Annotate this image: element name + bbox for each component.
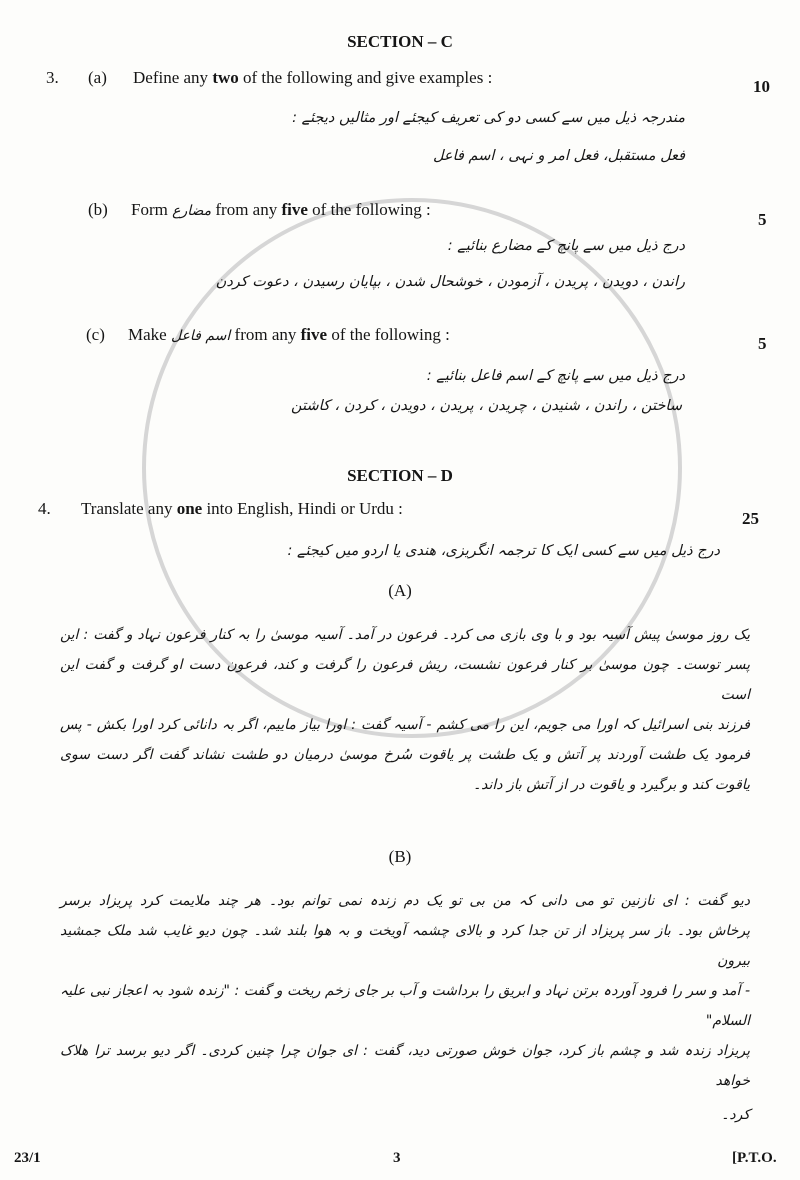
question-3c-text (128, 325, 450, 345)
marks: 5 (758, 210, 767, 229)
text: Form (131, 200, 173, 219)
passage-a-line: پسر توست۔ چون موسیٰ بر کنار فرعون نشست، ریش فرعون را گرفت و کند، فرعون دست او گرفت و گفت این است (60, 657, 750, 703)
passage-a-line: یک روز موسیٰ پیش آسیہ بود و با وی بازی می کرد۔ فرعون در آمد۔ آسیہ موسیٰ را بہ کنار فرعون نہاد و گفت : این (60, 627, 750, 643)
text: from any (230, 325, 301, 344)
urdu-items: ساختن ، راندن ، شنیدن ، چریدن ، پریدن ، دویدن ، کردن ، کاشتن (291, 398, 682, 414)
urdu-term: مضارع (172, 203, 212, 219)
question-number: 4. (38, 499, 51, 518)
text: Make (128, 325, 171, 344)
question-4-row (0, 498, 800, 539)
passage-a-line: فرمود یک طشت آوردند پر آتش و یک طشت پر یاقوت سُرخ موسیٰ درمیان دو طشت نشاند گفت اگر دست سوی (60, 747, 750, 763)
part-label: (b) (88, 200, 108, 219)
passage-a-line: فرزند بنی اسرائیل کہ اورا می جویم، این را می کشم - آسیہ گفت : اورا بیاز ماییم، اگر بہ دانائی کرد اورا بکش - پس (60, 717, 750, 733)
passage-b-line: دیو گفت : ای نازنین تو می دانی کہ من بی تو یک دم زندہ نمی توانم بود۔ ھر چند ملایمت کرد پریزاد برسر (60, 893, 750, 909)
emphasis: two (212, 68, 239, 87)
page-footer (0, 1150, 800, 1180)
urdu-instruction: درج ذیل میں سے کسی ایک کا ترجمہ انگریزی، ھندی یا اردو میں کیجئے : (287, 543, 720, 559)
urdu-items: فعل مستقبل، فعل امر و نہی ، اسم فاعل (432, 148, 685, 164)
section-c-title: SECTION – C (347, 32, 453, 51)
marks: 25 (742, 509, 759, 528)
text: Define any (133, 68, 213, 87)
text: of the following and give examples : (238, 68, 493, 87)
passage-a-line: یاقوت کند و برگیرد و یاقوت در از آتش باز داند۔ (472, 777, 750, 793)
urdu-instruction: مندرجہ ذیل میں سے کسی دو کی تعریف کیجئے اور مثالیں دیجئے : (292, 110, 685, 126)
text: of the following : (307, 200, 431, 219)
question-3a-text (133, 68, 492, 88)
text: from any (211, 200, 282, 219)
passage-b-line: - آمد و سر را فرود آوردہ برتن نہاد و ابریق را برداشت و آب بر جای زخم ریخت و گفت : "زندہ شود بہ اعجاز نبی علیہ السلام" (60, 983, 750, 1029)
pto-label: [P.T.O. (732, 1150, 777, 1166)
page-number: 3 (393, 1150, 401, 1166)
urdu-instruction: درج ذیل میں سے پانچ کے مضارع بنائیے : (447, 238, 685, 254)
emphasis: five (300, 325, 328, 344)
urdu-instruction: درج ذیل میں سے پانچ کے اسم فاعل بنائیے : (426, 368, 685, 384)
part-label: (c) (86, 325, 105, 344)
urdu-items: راندن ، دویدن ، پریدن ، آزمودن ، خوشحال شدن ، بپایان رسیدن ، دعوت کردن (215, 274, 685, 290)
emphasis: one (176, 499, 203, 518)
passage-b-line: پریزاد زندہ شد و چشم باز کرد، جوان خوش صورتی دید، گفت : ای جوان چرا چنین کردی۔ اگر دیو برسد ترا ھلاک خواھد (60, 1043, 750, 1089)
part-label: (a) (88, 68, 107, 87)
paper-code: 23/1 (14, 1150, 41, 1166)
question-3b-text (131, 200, 431, 220)
question-number: 3. (46, 68, 59, 87)
text: Translate any (81, 499, 177, 518)
section-d-title: SECTION – D (347, 466, 453, 485)
passage-b-line: پرخاش بود۔ باز سر پریزاد از تن جدا کرد و بالای چشمہ آویخت و بہ ھوا بلند شد۔ چون دیو غایب شد ملک جمشید بیرون (60, 923, 750, 969)
passage-b-label: (B) (388, 847, 412, 866)
question-4-text (81, 498, 403, 520)
marks: 10 (753, 77, 770, 96)
urdu-term: اسم فاعل (170, 328, 231, 344)
text: into English, Hindi or Urdu : (202, 499, 403, 518)
passage-a-label: (A) (388, 581, 412, 600)
text: of the following : (327, 325, 450, 344)
passage-b-line: کرد۔ (721, 1107, 750, 1123)
section-d (0, 465, 800, 1180)
emphasis: five (281, 200, 308, 219)
marks: 5 (758, 334, 767, 353)
